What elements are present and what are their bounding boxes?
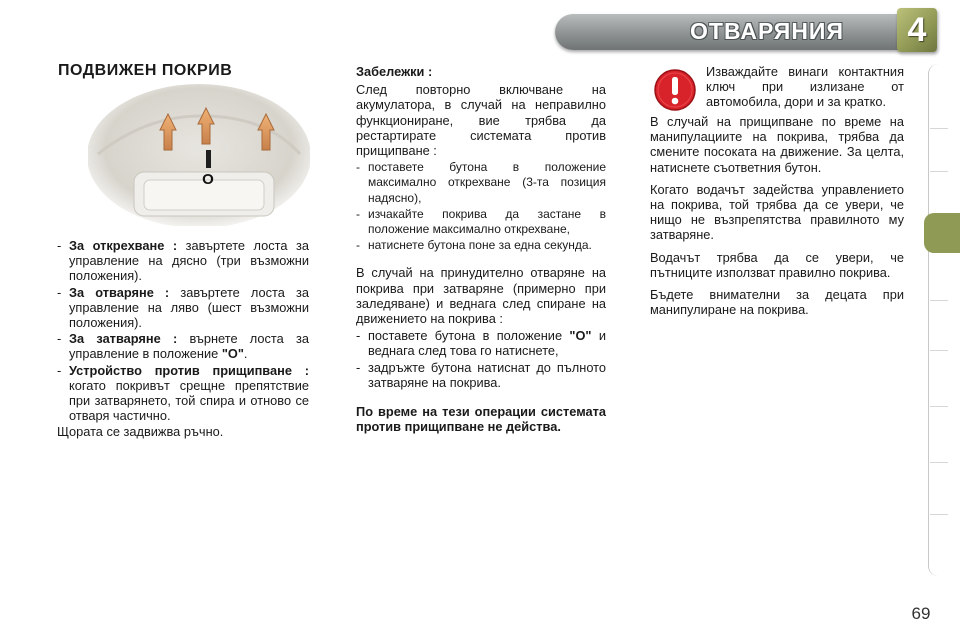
- tab-active-chapter[interactable]: [924, 213, 960, 253]
- section-title: ПОДВИЖЕН ПОКРИВ: [58, 62, 233, 79]
- chapter-title: ОТВАРЯНИЯ: [690, 18, 844, 44]
- tab-divider: [930, 300, 948, 301]
- footer-note: Щората се задвижва ръчно.: [57, 424, 224, 440]
- warning-exclamation-icon: [653, 68, 697, 112]
- tab-divider: [930, 350, 948, 351]
- paragraph: Водачът трябва да се увери, че пътниците използват правилно покрива.: [650, 249, 904, 280]
- warning-text: Изваждайте винаги контактния ключ при излизане от автомобила, дори и за кратко.: [706, 64, 904, 110]
- anti-pinch-warning: По време на тези операции системата против прищипване не действа.: [356, 404, 606, 435]
- notes-intro: След повторно включване на акумулатора, в случай на неправилно функциониране, вие трябва да рестартирате системата против прищипване :: [356, 82, 606, 159]
- list-item: - задръжте бутона натиснат до пълното затваряне на покрива.: [356, 359, 606, 390]
- list-item: - изчакайте покрива да застане в положение максимално открехване,: [356, 206, 606, 237]
- list-item: - поставете бутона в положение максимално открехване (3-та позиция надясно),: [356, 160, 606, 205]
- position-marker-o: O: [202, 171, 214, 188]
- para-forced-open: В случай на принудително отваряне на покрива при затваряне (примерно при заледяване) и веднага след спиране на движението на покрива :: [356, 265, 606, 327]
- paragraph: Бъдете внимателни за децата при манипулиране на покрива.: [650, 287, 904, 318]
- chapter-number-badge: 4: [897, 8, 937, 52]
- paragraph: Когато водачът задейства управлението на покрива, той трябва да се увери, че нищо не възпрепятства правилното му затваряне.: [650, 181, 904, 243]
- tab-divider: [930, 128, 948, 129]
- chapter-tabs: [928, 64, 951, 576]
- list-item: - За открехване : завъртете лоста за управление на дясно (три възможни положения).: [57, 238, 309, 284]
- column-right: [650, 114, 904, 324]
- tab-divider: [930, 514, 948, 515]
- column-middle: [356, 64, 606, 441]
- list-item: - натиснете бутона поне за една секунда.: [356, 238, 592, 253]
- page-number: 69: [911, 604, 931, 623]
- list-item: - поставете бутона в положение "O" и веднага след това го натиснете,: [356, 328, 606, 359]
- sunroof-control-photo: [88, 84, 310, 226]
- tab-divider: [930, 171, 948, 172]
- list-item: - Устройство против прищипване : когато покривът срещне препятствие при затварянето, той спира и отново се отваря частично.: [57, 362, 309, 424]
- list-item: - За затваряне : върнете лоста за управление в положение "O".: [57, 331, 309, 362]
- column-left: [57, 238, 309, 447]
- paragraph: В случай на прищипване по време на манипулациите на покрива, трябва да смените посоката на движение. За целта, натиснете съответния бутон.: [650, 114, 904, 175]
- tab-divider: [930, 406, 948, 407]
- tab-divider: [930, 462, 948, 463]
- notes-heading: Забележки :: [356, 64, 433, 79]
- list-item: - За отваряне : завъртете лоста за управление на ляво (шест възможни положения).: [57, 284, 309, 331]
